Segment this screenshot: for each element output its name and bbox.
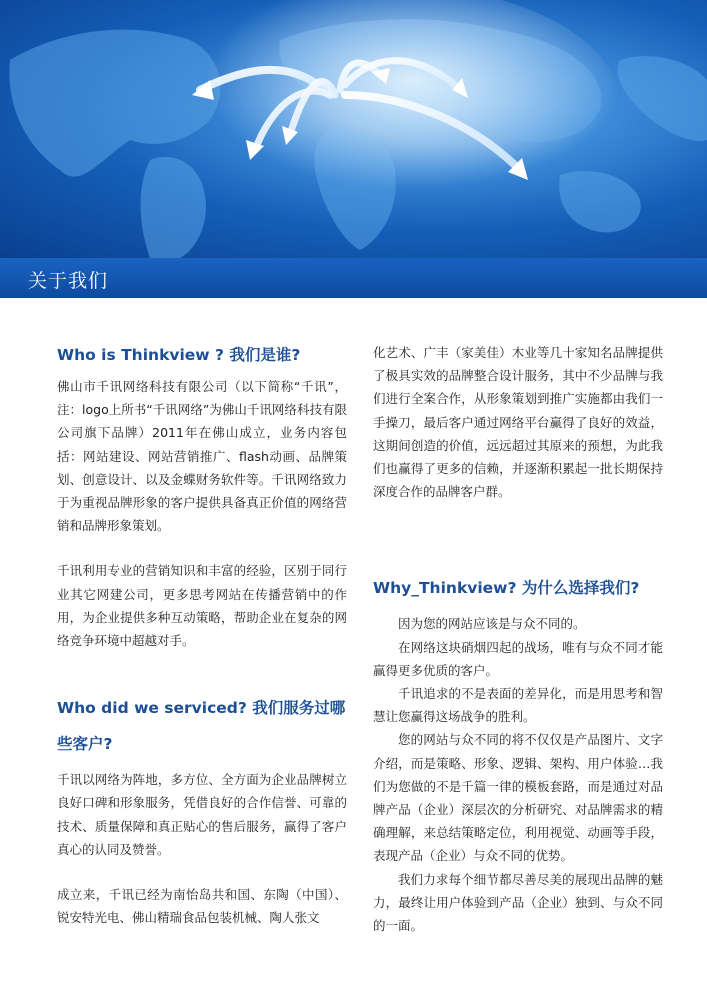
section-title-bar [0, 258, 707, 298]
why-paragraph-4: 您的网站与众不同的将不仅仅是产品图片、文字介绍，而是策略、形象、逻辑、架构、用户体验…我们为您做的不是千篇一律的模板套路，而是通过对品牌产品（企业）深层次的分析研究、对品牌需求的精确理解，来总结策略定位，利用视觉、动画等手段，表现产品（企业）与众不同的优势。 [373, 732, 663, 864]
section-title: 关于我们 [28, 270, 109, 292]
who-paragraph-1: 佛山市千讯网络科技有限公司（以下简称“千讯”，注：logo上所书“千讯网络”为佛山千讯网络科技有限公司旗下品牌）2011年在佛山成立，业务内容包括：网站建设、网站营销推广、flash动画、品牌策划、创意设计、以及金蝶财务软件等。千讯网络致力于为重视品牌形象的客户提供具备真正价值的网络营销和品牌形象策划。 [57, 379, 347, 534]
header-image [0, 0, 707, 258]
service-heading: Who did we serviced? 我们服务过哪些客户? [57, 699, 346, 754]
why-paragraph-5: 我们力求每个细节都尽善尽美的展现出品牌的魅力，最终让用户体验到产品（企业）独到、与众不同的一面。 [373, 871, 663, 934]
why-heading: Why_Thinkview? 为什么选择我们? [373, 579, 640, 598]
left-column [57, 340, 347, 929]
who-paragraph-2: 千讯利用专业的营销知识和丰富的经验，区别于同行业其它网建公司，更多思考网站在传播营销中的作用，为企业提供多种互动策略，帮助企业在复杂的网络竞争环境中超越对手。 [57, 563, 347, 649]
who-heading: Who is Thinkview ? 我们是谁? [57, 346, 301, 364]
why-paragraph-3: 千讯追求的不是表面的差异化，而是用思考和智慧让您赢得这场战争的胜利。 [373, 686, 663, 725]
right-column [373, 341, 663, 937]
service-paragraph-2: 成立来，千讯已经为南怡岛共和国、东陶（中国）、锐安特光电、佛山精瑞食品包装机械、陶人张文 [57, 887, 347, 926]
why-paragraph-1: 因为您的网站应该是与众不同的。 [398, 616, 586, 632]
clients-continued-paragraph: 化艺术、广丰（家美佳）木业等几十家知名品牌提供了极具实效的品牌整合设计服务，其中不少品牌与我们进行全案合作，从形象策划到推广实施都由我们一手操刀，最后客户通过网络平台赢得了良好的效益，这期间创造的价值，远远超过其原来的预想，为此我们也赢得了更多的信赖，并逐渐积累起一批长期保持深度合作的品牌客户群。 [373, 345, 663, 500]
map-glow [160, 0, 620, 225]
world-map-graphic [0, 0, 707, 258]
service-paragraph-1: 千讯以网络为阵地，多方位、全方面为企业品牌树立良好口碑和形象服务，凭借良好的合作信誉、可靠的技术、质量保障和真正贴心的售后服务，赢得了客户真心的认同及赞誉。 [57, 772, 347, 857]
why-paragraph-2: 在网络这块硝烟四起的战场，唯有与众不同才能赢得更多优质的客户。 [373, 639, 663, 678]
